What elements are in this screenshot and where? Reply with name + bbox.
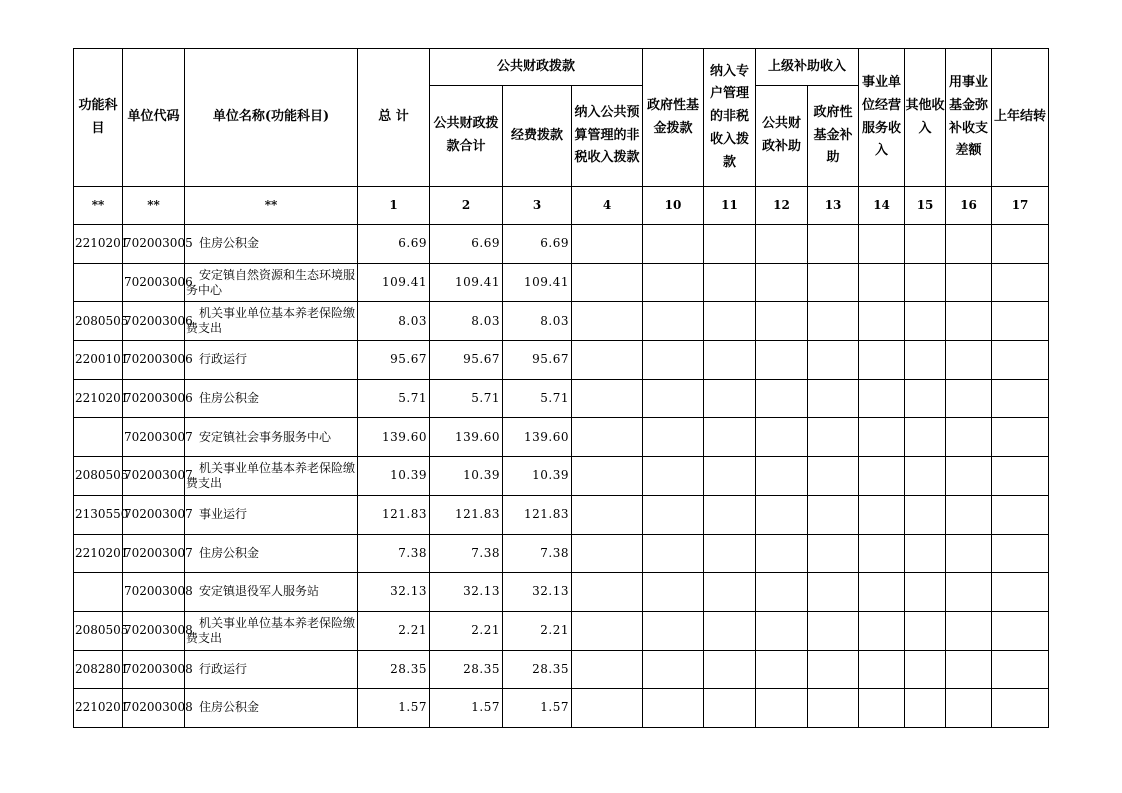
func-subject-cell: 2210201 xyxy=(74,379,123,418)
empty-cell xyxy=(704,495,756,534)
total-cell: 10.39 xyxy=(358,457,430,496)
empty-cell xyxy=(946,650,992,689)
empty-cell xyxy=(946,611,992,650)
empty-cell xyxy=(756,611,808,650)
empty-cell xyxy=(756,225,808,264)
index-cell: 17 xyxy=(992,187,1049,225)
empty-cell xyxy=(808,379,859,418)
index-cell: 10 xyxy=(643,187,704,225)
public-finance-total-cell: 5.71 xyxy=(430,379,503,418)
empty-cell xyxy=(808,263,859,302)
expense-allocation-cell: 6.69 xyxy=(503,225,572,264)
header-unit-name: 单位名称(功能科目) xyxy=(185,49,358,187)
unit-name-cell: 安定镇社会事务服务中心 xyxy=(185,418,358,457)
empty-cell xyxy=(704,650,756,689)
total-cell: 8.03 xyxy=(358,302,430,341)
empty-cell xyxy=(992,534,1049,573)
empty-cell xyxy=(572,418,643,457)
empty-cell xyxy=(756,302,808,341)
unit-name-cell: 机关事业单位基本养老保险缴费支出 xyxy=(185,611,358,650)
empty-cell xyxy=(756,573,808,612)
header-other-income: 其他收入 xyxy=(905,49,946,187)
index-cell: ** xyxy=(74,187,123,225)
empty-cell xyxy=(643,302,704,341)
empty-cell xyxy=(808,689,859,728)
header-expense-allocation: 经费拨款 xyxy=(503,86,572,187)
empty-cell xyxy=(643,418,704,457)
empty-cell xyxy=(946,495,992,534)
empty-cell xyxy=(905,573,946,612)
empty-cell xyxy=(756,689,808,728)
unit-name-cell: 安定镇自然资源和生态环境服务中心 xyxy=(185,263,358,302)
empty-cell xyxy=(859,611,905,650)
unit-name-cell: 机关事业单位基本养老保险缴费支出 xyxy=(185,457,358,496)
func-subject-cell xyxy=(74,418,123,457)
expense-allocation-cell: 7.38 xyxy=(503,534,572,573)
expense-allocation-cell: 121.83 xyxy=(503,495,572,534)
empty-cell xyxy=(808,341,859,380)
empty-cell xyxy=(643,457,704,496)
empty-cell xyxy=(704,457,756,496)
total-cell: 109.41 xyxy=(358,263,430,302)
index-cell: 16 xyxy=(946,187,992,225)
empty-cell xyxy=(859,689,905,728)
public-finance-total-cell: 2.21 xyxy=(430,611,503,650)
func-subject-cell: 2200101 xyxy=(74,341,123,380)
empty-cell xyxy=(946,418,992,457)
empty-cell xyxy=(992,379,1049,418)
empty-cell xyxy=(905,302,946,341)
expense-allocation-cell: 1.57 xyxy=(503,689,572,728)
table-row xyxy=(74,379,1049,418)
empty-cell xyxy=(859,650,905,689)
public-finance-total-cell: 139.60 xyxy=(430,418,503,457)
empty-cell xyxy=(756,379,808,418)
table-row xyxy=(74,341,1049,380)
unit-code-cell: 702003008 xyxy=(123,611,185,650)
index-cell: 11 xyxy=(704,187,756,225)
public-finance-total-cell: 8.03 xyxy=(430,302,503,341)
empty-cell xyxy=(808,534,859,573)
total-cell: 2.21 xyxy=(358,611,430,650)
unit-name-cell: 住房公积金 xyxy=(185,689,358,728)
unit-code-cell: 702003007 xyxy=(123,495,185,534)
unit-code-cell: 702003005 xyxy=(123,225,185,264)
unit-name-cell: 事业运行 xyxy=(185,495,358,534)
public-finance-total-cell: 6.69 xyxy=(430,225,503,264)
empty-cell xyxy=(905,341,946,380)
index-cell: 15 xyxy=(905,187,946,225)
index-cell: 1 xyxy=(358,187,430,225)
unit-code-cell: 702003008 xyxy=(123,573,185,612)
empty-cell xyxy=(992,225,1049,264)
header-fund-offset: 用事业基金弥补收支差额 xyxy=(946,49,992,187)
total-cell: 5.71 xyxy=(358,379,430,418)
func-subject-cell: 2130550 xyxy=(74,495,123,534)
total-cell: 95.67 xyxy=(358,341,430,380)
empty-cell xyxy=(704,611,756,650)
empty-cell xyxy=(756,263,808,302)
empty-cell xyxy=(859,457,905,496)
public-finance-total-cell: 109.41 xyxy=(430,263,503,302)
empty-cell xyxy=(946,689,992,728)
table-row xyxy=(74,534,1049,573)
unit-name-cell: 住房公积金 xyxy=(185,379,358,418)
table-row xyxy=(74,225,1049,264)
empty-cell xyxy=(946,225,992,264)
empty-cell xyxy=(992,611,1049,650)
total-cell: 1.57 xyxy=(358,689,430,728)
public-finance-total-cell: 28.35 xyxy=(430,650,503,689)
index-cell: 14 xyxy=(859,187,905,225)
unit-code-cell: 702003007 xyxy=(123,418,185,457)
empty-cell xyxy=(704,302,756,341)
empty-cell xyxy=(859,263,905,302)
table-row xyxy=(74,418,1049,457)
unit-code-cell: 702003008 xyxy=(123,689,185,728)
header-nontax-budget: 纳入公共预算管理的非税收入拨款 xyxy=(572,86,643,187)
header-public-finance-subsidy: 公共财政补助 xyxy=(756,86,808,187)
table-row xyxy=(74,650,1049,689)
expense-allocation-cell: 8.03 xyxy=(503,302,572,341)
func-subject-cell: 2210201 xyxy=(74,225,123,264)
empty-cell xyxy=(946,302,992,341)
empty-cell xyxy=(643,689,704,728)
unit-code-cell: 702003006 xyxy=(123,341,185,380)
empty-cell xyxy=(859,341,905,380)
empty-cell xyxy=(859,379,905,418)
index-cell: 12 xyxy=(756,187,808,225)
unit-code-cell: 702003006 xyxy=(123,263,185,302)
table-row xyxy=(74,573,1049,612)
func-subject-cell: 2082801 xyxy=(74,650,123,689)
empty-cell xyxy=(992,457,1049,496)
expense-allocation-cell: 95.67 xyxy=(503,341,572,380)
table-row xyxy=(74,689,1049,728)
unit-name-cell: 安定镇退役军人服务站 xyxy=(185,573,358,612)
expense-allocation-cell: 32.13 xyxy=(503,573,572,612)
func-subject-cell: 2080505 xyxy=(74,457,123,496)
expense-allocation-cell: 10.39 xyxy=(503,457,572,496)
index-cell: ** xyxy=(123,187,185,225)
table-row xyxy=(74,611,1049,650)
table-body xyxy=(74,225,1049,728)
empty-cell xyxy=(808,611,859,650)
total-cell: 32.13 xyxy=(358,573,430,612)
empty-cell xyxy=(992,302,1049,341)
empty-cell xyxy=(859,225,905,264)
empty-cell xyxy=(859,534,905,573)
empty-cell xyxy=(572,689,643,728)
empty-cell xyxy=(946,534,992,573)
budget-table xyxy=(73,48,1049,728)
empty-cell xyxy=(704,534,756,573)
index-cell: ** xyxy=(185,187,358,225)
unit-name-cell: 行政运行 xyxy=(185,341,358,380)
header-special-account-nontax: 纳入专户管理的非税收入拨款 xyxy=(704,49,756,187)
unit-code-cell: 702003007 xyxy=(123,457,185,496)
public-finance-total-cell: 10.39 xyxy=(430,457,503,496)
total-cell: 28.35 xyxy=(358,650,430,689)
empty-cell xyxy=(905,495,946,534)
public-finance-total-cell: 7.38 xyxy=(430,534,503,573)
empty-cell xyxy=(905,263,946,302)
public-finance-total-cell: 121.83 xyxy=(430,495,503,534)
empty-cell xyxy=(992,573,1049,612)
empty-cell xyxy=(643,225,704,264)
empty-cell xyxy=(572,457,643,496)
empty-cell xyxy=(859,302,905,341)
empty-cell xyxy=(572,263,643,302)
total-cell: 7.38 xyxy=(358,534,430,573)
empty-cell xyxy=(992,495,1049,534)
empty-cell xyxy=(704,379,756,418)
total-cell: 6.69 xyxy=(358,225,430,264)
empty-cell xyxy=(704,263,756,302)
empty-cell xyxy=(859,418,905,457)
empty-cell xyxy=(905,534,946,573)
empty-cell xyxy=(859,573,905,612)
header-gov-fund: 政府性基金拨款 xyxy=(643,49,704,187)
index-cell: 13 xyxy=(808,187,859,225)
empty-cell xyxy=(905,650,946,689)
empty-cell xyxy=(756,341,808,380)
empty-cell xyxy=(992,418,1049,457)
empty-cell xyxy=(808,495,859,534)
total-cell: 139.60 xyxy=(358,418,430,457)
func-subject-cell xyxy=(74,573,123,612)
empty-cell xyxy=(704,418,756,457)
empty-cell xyxy=(905,379,946,418)
empty-cell xyxy=(572,611,643,650)
empty-cell xyxy=(704,573,756,612)
unit-name-cell: 机关事业单位基本养老保险缴费支出 xyxy=(185,302,358,341)
header-func-subject: 功能科目 xyxy=(74,49,123,187)
empty-cell xyxy=(756,534,808,573)
empty-cell xyxy=(704,341,756,380)
empty-cell xyxy=(808,225,859,264)
empty-cell xyxy=(992,341,1049,380)
unit-name-cell: 住房公积金 xyxy=(185,534,358,573)
func-subject-cell: 2210201 xyxy=(74,534,123,573)
table-row xyxy=(74,457,1049,496)
index-cell: 4 xyxy=(572,187,643,225)
empty-cell xyxy=(946,379,992,418)
empty-cell xyxy=(756,650,808,689)
index-cell: 2 xyxy=(430,187,503,225)
public-finance-total-cell: 32.13 xyxy=(430,573,503,612)
header-superior-subsidy: 上级补助收入 xyxy=(756,49,859,86)
empty-cell xyxy=(572,302,643,341)
func-subject-cell: 2080505 xyxy=(74,302,123,341)
empty-cell xyxy=(992,263,1049,302)
empty-cell xyxy=(808,418,859,457)
unit-name-cell: 住房公积金 xyxy=(185,225,358,264)
unit-code-cell: 702003008 xyxy=(123,650,185,689)
empty-cell xyxy=(643,650,704,689)
header-unit-code: 单位代码 xyxy=(123,49,185,187)
empty-cell xyxy=(643,573,704,612)
empty-cell xyxy=(946,457,992,496)
empty-cell xyxy=(572,341,643,380)
empty-cell xyxy=(704,225,756,264)
empty-cell xyxy=(905,225,946,264)
empty-cell xyxy=(572,225,643,264)
empty-cell xyxy=(643,534,704,573)
expense-allocation-cell: 5.71 xyxy=(503,379,572,418)
expense-allocation-cell: 139.60 xyxy=(503,418,572,457)
empty-cell xyxy=(643,341,704,380)
header-carryover: 上年结转 xyxy=(992,49,1049,187)
unit-code-cell: 702003007 xyxy=(123,534,185,573)
empty-cell xyxy=(572,534,643,573)
empty-cell xyxy=(756,418,808,457)
empty-cell xyxy=(643,495,704,534)
empty-cell xyxy=(704,689,756,728)
expense-allocation-cell: 28.35 xyxy=(503,650,572,689)
empty-cell xyxy=(905,689,946,728)
public-finance-total-cell: 95.67 xyxy=(430,341,503,380)
expense-allocation-cell: 2.21 xyxy=(503,611,572,650)
empty-cell xyxy=(946,573,992,612)
empty-cell xyxy=(905,611,946,650)
empty-cell xyxy=(946,263,992,302)
unit-name-cell: 行政运行 xyxy=(185,650,358,689)
empty-cell xyxy=(572,573,643,612)
table-row xyxy=(74,263,1049,302)
index-cell: 3 xyxy=(503,187,572,225)
header-gov-fund-subsidy: 政府性基金补助 xyxy=(808,86,859,187)
func-subject-cell: 2080505 xyxy=(74,611,123,650)
empty-cell xyxy=(572,495,643,534)
empty-cell xyxy=(756,495,808,534)
empty-cell xyxy=(572,650,643,689)
unit-code-cell: 702003006 xyxy=(123,302,185,341)
header-total: 总 计 xyxy=(358,49,430,187)
table-row xyxy=(74,302,1049,341)
empty-cell xyxy=(992,689,1049,728)
func-subject-cell xyxy=(74,263,123,302)
header-business-income: 事业单位经营服务收入 xyxy=(859,49,905,187)
empty-cell xyxy=(808,650,859,689)
header-public-finance-total: 公共财政拨款合计 xyxy=(430,86,503,187)
empty-cell xyxy=(808,573,859,612)
empty-cell xyxy=(808,457,859,496)
unit-code-cell: 702003006 xyxy=(123,379,185,418)
empty-cell xyxy=(643,611,704,650)
empty-cell xyxy=(643,379,704,418)
empty-cell xyxy=(946,341,992,380)
header-public-finance: 公共财政拨款 xyxy=(430,49,643,86)
empty-cell xyxy=(905,418,946,457)
func-subject-cell: 2210201 xyxy=(74,689,123,728)
table-row xyxy=(74,495,1049,534)
empty-cell xyxy=(992,650,1049,689)
total-cell: 121.83 xyxy=(358,495,430,534)
empty-cell xyxy=(572,379,643,418)
empty-cell xyxy=(756,457,808,496)
empty-cell xyxy=(905,457,946,496)
public-finance-total-cell: 1.57 xyxy=(430,689,503,728)
empty-cell xyxy=(808,302,859,341)
empty-cell xyxy=(859,495,905,534)
empty-cell xyxy=(643,263,704,302)
expense-allocation-cell: 109.41 xyxy=(503,263,572,302)
